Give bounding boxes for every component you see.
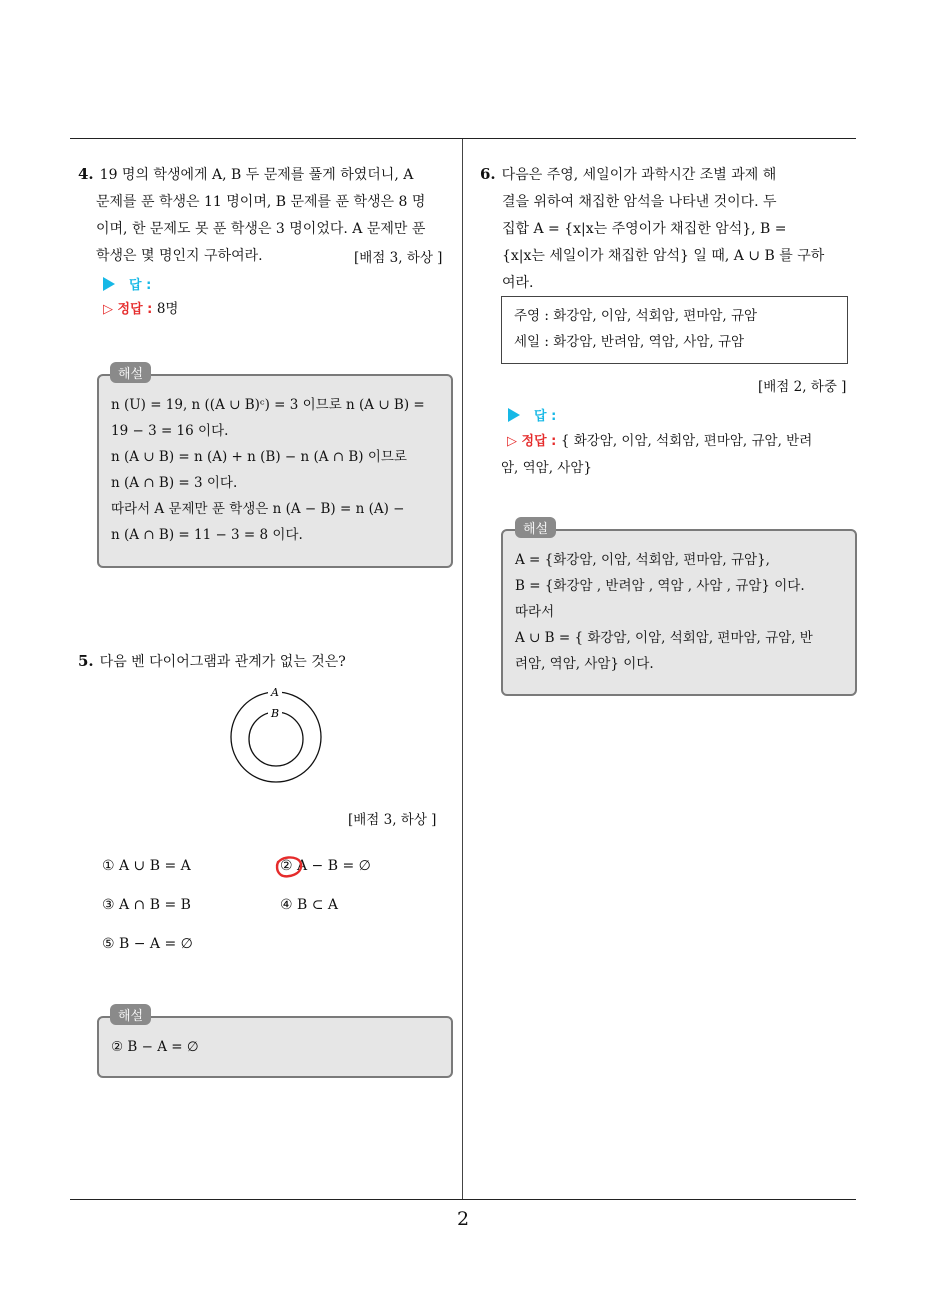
answer-label: 답 : bbox=[534, 409, 557, 424]
choice-4[interactable]: ④ B ⊂ A bbox=[280, 897, 339, 913]
play-triangle-icon bbox=[508, 408, 520, 422]
explanation-line: ② B − A = ∅ bbox=[111, 1039, 199, 1055]
choice-3[interactable]: ③ A ∩ B = B bbox=[102, 897, 191, 913]
question-line: 결을 위하여 채집한 암석을 나타낸 것이다. 두 bbox=[502, 194, 777, 210]
answer-line[interactable] bbox=[103, 274, 151, 293]
explanation-box-4 bbox=[97, 374, 453, 568]
question-6 bbox=[480, 161, 858, 297]
correct-answer bbox=[103, 296, 178, 323]
correct-value-cont: 암, 역암, 사암} bbox=[501, 460, 592, 476]
explanation-box-5 bbox=[97, 1016, 453, 1078]
question-number: 6. bbox=[480, 165, 496, 183]
choice-2[interactable]: ② A − B = ∅ bbox=[280, 858, 371, 874]
question-line: 여라. bbox=[502, 275, 534, 291]
explanation-line: B = {화강암 , 반려암 , 역암 , 사암 , 규암} 이다. bbox=[515, 578, 805, 594]
explanation-line: A ∪ B = { 화강암, 이암, 석회암, 편마암, 규암, 반 bbox=[515, 630, 813, 646]
venn-diagram bbox=[222, 683, 332, 788]
header-rule bbox=[70, 138, 856, 139]
choice-1[interactable]: ① A ∪ B = A bbox=[102, 858, 191, 874]
footer-rule bbox=[70, 1199, 856, 1200]
given-line: 주영 : 화강암, 이암, 석회암, 편마암, 규암 bbox=[514, 308, 758, 324]
correct-label: ▷ 정답 : bbox=[507, 434, 557, 449]
venn-inner-circle bbox=[249, 712, 303, 766]
explanation-box-6 bbox=[501, 529, 857, 696]
page-number: 2 bbox=[456, 1208, 470, 1230]
explanation-line: n (A ∩ B) = 11 − 3 = 8 이다. bbox=[111, 527, 303, 543]
correct-label: ▷ 정답 : bbox=[103, 302, 153, 317]
play-triangle-icon bbox=[103, 277, 115, 291]
points-label: [배점 2, 하중 ] bbox=[758, 379, 847, 395]
question-text: 다음 벤 다이어그램과 관계가 없는 것은? bbox=[99, 654, 346, 670]
venn-label-b: B bbox=[270, 707, 280, 720]
points-label: [배점 3, 하상 ] bbox=[354, 250, 443, 266]
correct-answer bbox=[501, 428, 859, 481]
explanation-line: 19 − 3 = 16 이다. bbox=[111, 423, 229, 439]
question-number: 4. bbox=[78, 165, 94, 183]
explanation-line: 려암, 역암, 사암} 이다. bbox=[515, 656, 654, 672]
explanation-line: 따라서 bbox=[515, 604, 555, 620]
question-line: {x|x는 세일이가 채집한 암석} 일 때, A ∪ B 를 구하 bbox=[502, 248, 825, 264]
correct-value: 8명 bbox=[156, 301, 179, 317]
explanation-line: n (A ∪ B) = n (A) + n (B) − n (A ∩ B) 이므로 bbox=[111, 449, 407, 465]
column-divider bbox=[462, 139, 463, 1199]
question-line: 다음은 주영, 세일이가 과학시간 조별 과제 해 bbox=[501, 167, 777, 183]
explanation-line: n (U) = 19, n ((A ∪ B)ᶜ) = 3 이므로 n (A ∪ B) = bbox=[111, 397, 425, 413]
venn-outer-circle bbox=[231, 692, 321, 782]
answer-label: 답 : bbox=[129, 278, 152, 293]
points-label: [배점 3, 하상 ] bbox=[348, 812, 437, 828]
question-line: 문제를 푼 학생은 11 명이며, B 문제를 푼 학생은 8 명 bbox=[96, 194, 426, 210]
question-5 bbox=[78, 648, 454, 676]
question-line: 집합 A = {x|x는 주영이가 채집한 암석}, B = bbox=[502, 221, 787, 237]
explanation-line: n (A ∩ B) = 3 이다. bbox=[111, 475, 238, 491]
selected-circle-mark bbox=[272, 850, 306, 882]
correct-value: { 화강암, 이암, 석회암, 편마암, 규암, 반려 bbox=[560, 433, 813, 449]
answer-line[interactable] bbox=[508, 405, 556, 424]
question-line: 이며, 한 문제도 못 푼 학생은 3 명이었다. A 문제만 푼 bbox=[96, 221, 426, 237]
question-number: 5. bbox=[78, 652, 94, 670]
explanation-tab: 해설 bbox=[515, 517, 556, 538]
choice-5[interactable]: ⑤ B − A = ∅ bbox=[102, 936, 193, 952]
question-line: 학생은 몇 명인지 구하여라. bbox=[96, 248, 263, 264]
venn-label-a: A bbox=[271, 686, 279, 699]
explanation-tab: 해설 bbox=[110, 1004, 151, 1025]
given-line: 세일 : 화강암, 반려암, 역암, 사암, 규암 bbox=[514, 334, 745, 350]
given-data-box bbox=[501, 296, 848, 364]
explanation-tab: 해설 bbox=[110, 362, 151, 383]
question-line: 19 명의 학생에게 A, B 두 문제를 풀게 하였더니, A bbox=[99, 167, 414, 183]
explanation-line: 따라서 A 문제만 푼 학생은 n (A − B) = n (A) − bbox=[111, 501, 405, 517]
explanation-line: A = {화강암, 이암, 석회암, 편마암, 규암}, bbox=[515, 552, 770, 568]
